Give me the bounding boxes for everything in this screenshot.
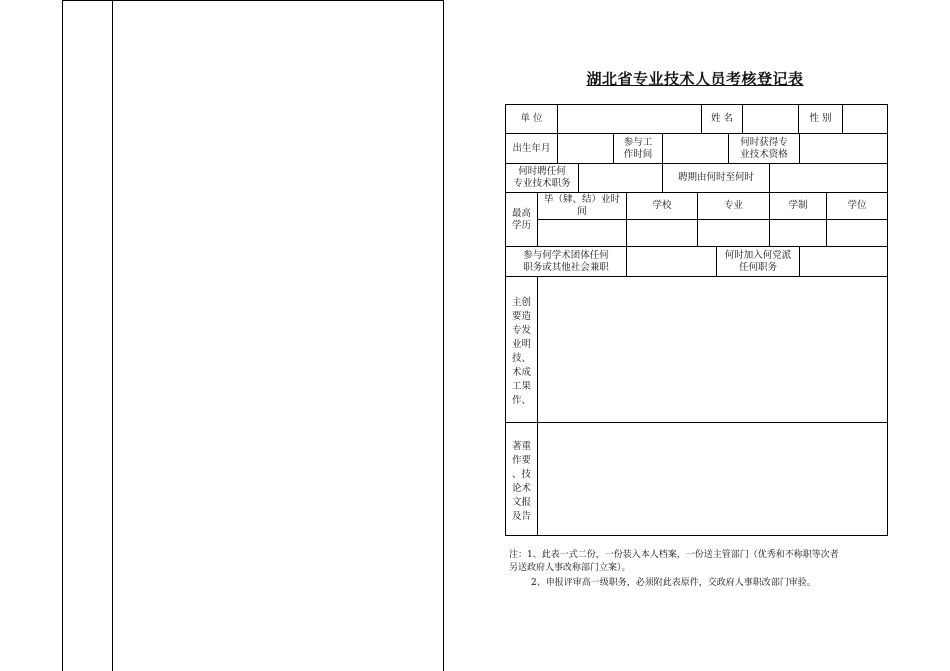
left-frame-top — [62, 0, 444, 1]
birth-label: 出生年月 — [512, 142, 551, 154]
left-frame-divider — [112, 0, 113, 671]
graduation-field[interactable] — [538, 220, 626, 246]
unit-label: 单 位 — [520, 113, 543, 124]
duration-label: 学制 — [788, 200, 808, 211]
appointment-period-field[interactable] — [770, 164, 887, 192]
gender-field[interactable] — [843, 105, 887, 133]
left-frame-right — [443, 0, 444, 671]
school-field[interactable] — [627, 220, 697, 246]
left-frame-left — [62, 0, 63, 671]
society-field[interactable] — [627, 247, 716, 276]
name-field[interactable] — [743, 105, 798, 133]
achievements-label: 主创 要造 专发 业明 技、 术成 工果 作、 — [511, 297, 531, 406]
name-label: 姓 名 — [710, 113, 734, 124]
major-field[interactable] — [698, 220, 769, 246]
work-start-field[interactable] — [663, 134, 728, 163]
form-title: 湖北省专业技术人员考核登记表 — [586, 70, 804, 88]
gender-label: 性 别 — [809, 113, 832, 124]
degree-label: 学位 — [847, 200, 867, 211]
appointed-position-field[interactable] — [579, 164, 662, 192]
birth-field[interactable] — [558, 134, 613, 163]
note-1: 注：1、此表一式二份，一份装入本人档案，一份送主管部门（优秀和不称职等次者 另送政府人事改称部门立案）。 — [509, 550, 839, 573]
party-field[interactable] — [800, 247, 887, 276]
appointed-position-label: 何时聘任何 专业技术职务 — [513, 166, 571, 189]
degree-field[interactable] — [827, 220, 887, 246]
school-label: 学校 — [652, 200, 672, 211]
society-label: 参与何学术团体任何 职务或其他社会兼职 — [523, 249, 609, 273]
publications-label: 著重 作要 、技 论术 文报 及告 — [511, 441, 531, 522]
note-2: 2、申报评审高一级职务，必须附此表原件，交政府人事职改部门审验。 — [531, 578, 816, 588]
achievements-field[interactable] — [538, 277, 887, 422]
appointment-period-label: 聘期由何时至何时 — [677, 172, 754, 183]
graduation-label: 毕（肄、结）业时 间 — [543, 194, 620, 217]
qualification-time-label: 何时获得专 业技术资格 — [740, 136, 788, 160]
work-start-label: 参与工 作时间 — [623, 136, 653, 160]
major-label: 专业 — [723, 200, 743, 211]
party-label: 何时加入何党派 任何职务 — [724, 249, 792, 273]
duration-field[interactable] — [770, 220, 826, 246]
unit-field[interactable] — [558, 105, 701, 133]
qualification-time-field[interactable] — [800, 134, 887, 163]
publications-field[interactable] — [538, 423, 887, 535]
education-label: 最高 学历 — [511, 207, 531, 231]
